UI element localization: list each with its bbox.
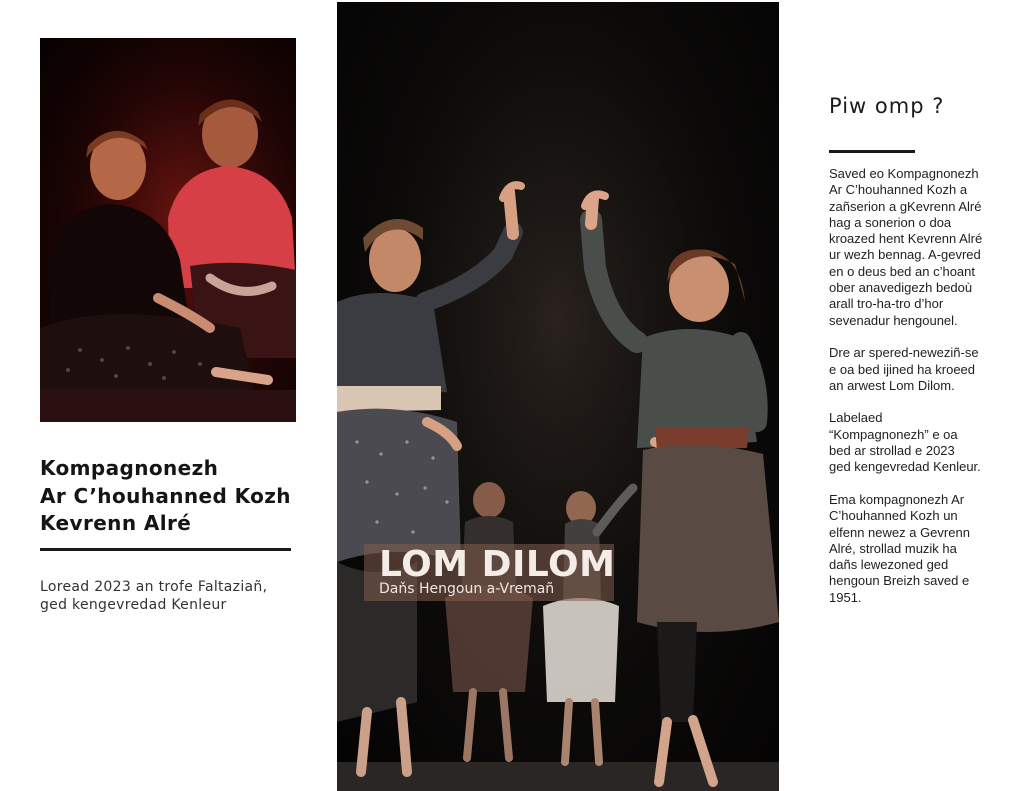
about-line: hag a sonerion o doa — [829, 214, 952, 230]
about-line: sevenadur hengounel. — [829, 312, 958, 328]
about-paragraph — [829, 345, 1019, 394]
about-line: en o deus bed an c’hoant — [829, 263, 976, 279]
company-name-line: Ar C’houhanned Kozh — [40, 483, 291, 508]
about-line: Ema kompagnonezh Ar — [829, 491, 965, 507]
company-name-line: Kevrenn Alré — [40, 511, 192, 535]
about-paragraph — [829, 410, 1019, 475]
about-paragraph — [829, 166, 1019, 329]
about-line: e oa bed ijined ha kroeed — [829, 361, 976, 377]
about-line: kroazed hent Kevrenn Alré — [829, 231, 983, 247]
about-line: hengoun Breizh saved e — [829, 573, 970, 589]
award-line: ged kengevredad Kenleur — [40, 597, 227, 613]
about-line: arall tro-ha-tro d’hor — [829, 296, 944, 312]
award-caption — [40, 578, 310, 614]
about-paragraph — [829, 492, 1019, 606]
about-line: dañs lewezoned ged — [829, 557, 949, 573]
left-divider — [40, 548, 291, 551]
about-line: ober anavedigezh bedoù — [829, 280, 973, 296]
about-line: ged kengevredad Kenleur. — [829, 459, 981, 475]
about-line: bed ar strollad e 2023 — [829, 443, 955, 459]
about-line: Alré, strollad muzik ha — [829, 540, 957, 556]
about-line: Labelaed — [829, 410, 883, 426]
company-name-line: Kompagnonezh — [40, 456, 219, 480]
dancers-performance-photo — [337, 2, 779, 791]
about-line: “Kompagnonezh” e oa — [829, 426, 958, 442]
about-line: Dre ar spered-neweziñ-se — [829, 345, 979, 361]
about-line: an arwest Lom Dilom. — [829, 377, 955, 393]
about-heading: Piw omp ? — [829, 94, 945, 118]
about-line: 1951. — [829, 589, 862, 605]
about-line: ur wezh bennag. A-gevred — [829, 247, 981, 263]
right-divider — [829, 150, 915, 153]
about-text — [829, 166, 1019, 622]
about-line: C’houhanned Kozh un — [829, 508, 958, 524]
about-line: elfenn newez a Gevrenn — [829, 524, 970, 540]
show-title: LOM DILOM — [379, 544, 616, 585]
about-line: Saved eo Kompagnonezh — [829, 166, 979, 181]
about-line: zañserion a gKevrenn Alré — [829, 198, 982, 214]
about-line: Ar C’houhanned Kozh a — [829, 182, 968, 198]
seated-dancers-photo — [40, 38, 296, 422]
award-line: Loread 2023 an trofe Faltaziañ, — [40, 579, 268, 595]
show-subtitle: Daňs Hengoun a-Vremañ — [379, 581, 555, 597]
company-name — [40, 455, 300, 538]
